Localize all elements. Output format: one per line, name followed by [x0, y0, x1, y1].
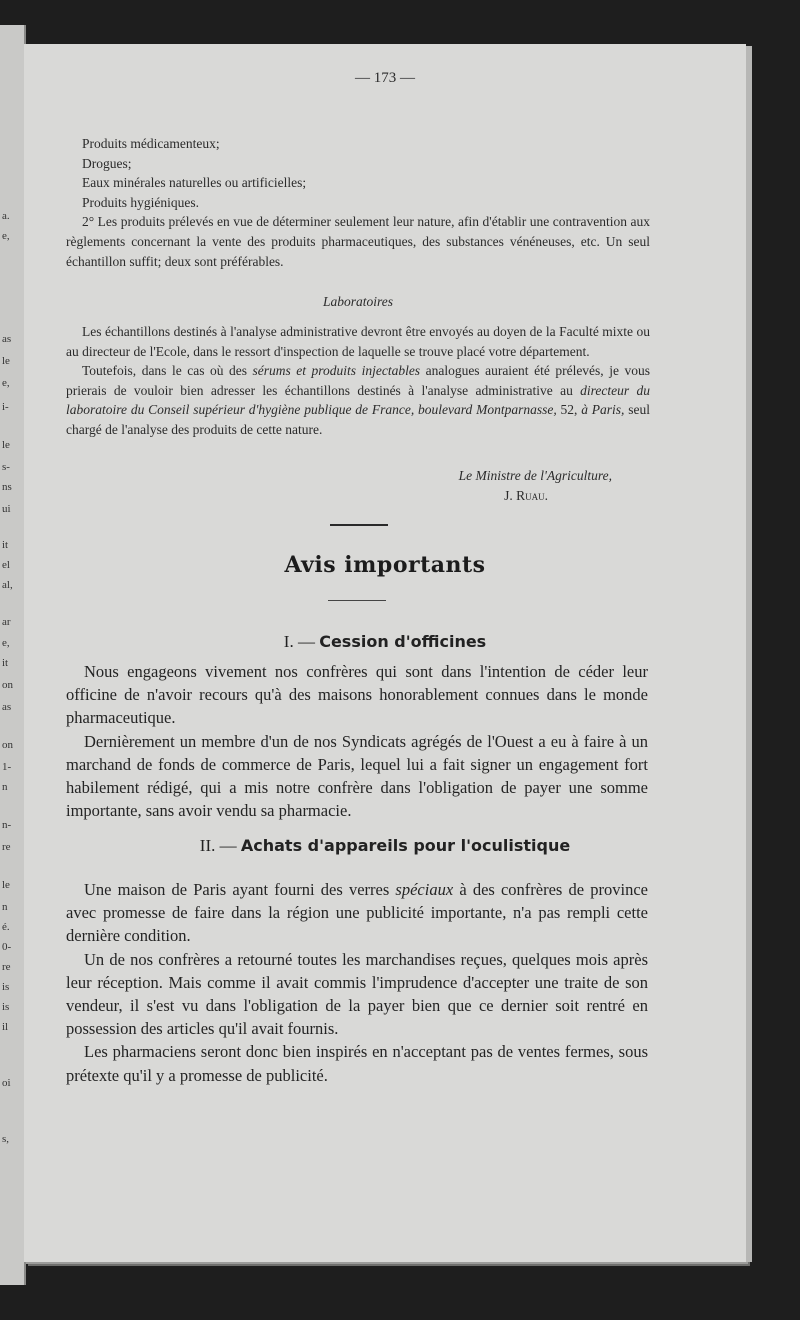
section-divider	[328, 600, 386, 601]
section-1-body	[66, 660, 648, 822]
margin-fragment: as	[2, 701, 12, 713]
paragraph-2: 2° Les produits prélevés en vue de déterminer seulement leur nature, afin d'établir une contravention aux règlements concernant la vente des produits pharmaceutiques, des substances vénéneuses, etc. Un seul échantillon suffit; deux sont préférables.	[66, 214, 650, 269]
dash: —	[293, 632, 320, 651]
margin-fragment: re	[2, 961, 11, 973]
section-divider	[330, 524, 388, 526]
lab-paragraph-2	[66, 361, 650, 439]
laboratoires-heading-text: Laboratoires	[322, 294, 393, 309]
section-number: I.	[283, 632, 294, 651]
text-run: Une maison de Paris ayant fourni des verres	[84, 880, 396, 899]
section-2-title	[24, 836, 746, 856]
margin-fragment: e,	[2, 377, 10, 389]
margin-fragment: s,	[2, 1133, 10, 1145]
laboratoires-heading	[66, 292, 650, 312]
margin-fragment: 0-	[2, 941, 12, 953]
text-run: à des confrères de province avec promesse de faire dans la région une publicité importante, n'a pas rempli cette dernière condition.	[66, 880, 648, 946]
margin-fragment: ar	[2, 616, 11, 628]
margin-fragment: le	[2, 439, 10, 451]
section-1-paragraph-2: Dernièrement un membre d'un de nos Syndicats agrégés de l'Ouest a eu à faire à un marchand de fonds de commerce de Paris, lequel lui a fait signer un engagement fort habilement rédigé, qui a mis notre confrère dans l'obligation de payer une somme importante, sans avoir vendu sa pharmacie.	[66, 731, 648, 821]
section-number: II.	[199, 836, 216, 855]
margin-fragment: s-	[2, 461, 10, 473]
signature-name: J. Ruau.	[504, 487, 548, 503]
margin-fragment: le	[2, 879, 10, 891]
italic-run: spéciaux	[395, 880, 454, 899]
italic-run: à Paris,	[581, 402, 625, 418]
margin-fragment: is	[2, 981, 10, 993]
section-2-paragraph-2: Un de nos confrères a retourné toutes les marchandises reçues, quelques mois après leur réception. Mais comme il avait commis l'imprudence d'accepter une traite de son vendeur, il s'est vu dans l'obligation de la payer bien que ce dernier soit rentré en possession des articles qu'il avait fournis.	[66, 949, 648, 1039]
section-title-text: Achats d'appareils pour l'oculistique	[240, 836, 571, 855]
margin-fragment: n	[2, 901, 8, 913]
margin-fragment: al,	[2, 579, 13, 591]
previous-page-edge	[0, 25, 26, 1285]
dash: —	[215, 836, 241, 855]
margin-fragment: oi	[2, 1077, 11, 1089]
margin-fragment: re	[2, 841, 11, 853]
list-item: Produits hygiéniques.	[82, 194, 199, 210]
list-item: Produits médicamenteux;	[82, 136, 220, 151]
text-run: seul chargé de l'analyse des produits de cette nature.	[66, 402, 650, 437]
avis-heading: Avis importants	[284, 552, 486, 578]
margin-fragment: el	[2, 559, 10, 571]
list-item: Eaux minérales naturelles ou artificielles;	[82, 175, 307, 191]
margin-fragment: it	[2, 539, 9, 551]
text-run: Toutefois, dans le cas où des	[82, 363, 253, 379]
list-item: Drogues;	[82, 155, 132, 171]
product-list	[66, 134, 650, 212]
section-title-text: Cession d'officines	[319, 632, 487, 651]
section-2-paragraph-1	[66, 878, 648, 948]
margin-fragment: a.	[2, 210, 10, 222]
margin-fragment: é.	[2, 921, 10, 933]
page-stack-edge	[746, 46, 752, 1262]
section-1-paragraph-1: Nous engageons vivement nos confrères qui sont dans l'intention de céder leur officine de n'avoir recours qu'à des maisons honorablement connues dans le monde pharmaceutique.	[66, 662, 648, 728]
page-number: — 173 —	[355, 70, 415, 86]
margin-fragment: n-	[2, 819, 12, 831]
signature-title: Le Ministre de l'Agriculture,	[458, 468, 612, 483]
margin-fragment: le	[2, 355, 10, 367]
text-run: 52,	[556, 402, 582, 418]
margin-fragment: n	[2, 781, 8, 793]
section-2-body	[66, 878, 648, 1087]
margin-fragment: on	[2, 739, 13, 751]
margin-fragment: as	[2, 333, 12, 345]
margin-fragment: ui	[2, 503, 11, 515]
italic-run: sérums et produits injectables	[252, 363, 421, 379]
signature-block	[66, 466, 612, 505]
margin-fragment: e,	[2, 637, 10, 649]
margin-fragment: il	[2, 1021, 9, 1033]
margin-fragment: it	[2, 657, 9, 669]
lab-paragraph-1: Les échantillons destinés à l'analyse administrative devront être envoyés au doyen de la Faculté mixte ou au directeur de l'Ecole, dans le ressort d'inspection de laquelle se trouve placé votre département.	[66, 324, 650, 359]
text-run: analogues auraient été prélevés, je vous prierais de vouloir bien adresser les échantillons destinés à l'analyse administrative au	[66, 363, 650, 398]
section-1-title	[24, 632, 746, 652]
laboratoires-text-block	[66, 322, 650, 440]
regulation-text-block	[66, 134, 650, 271]
margin-fragment: on	[2, 679, 13, 691]
section-2-paragraph-3: Les pharmaciens seront donc bien inspirés en n'acceptant pas de ventes fermes, sous prétexte qu'il y a promesse de publicité.	[66, 1042, 648, 1085]
margin-fragment: is	[2, 1001, 10, 1013]
italic-run: directeur du laboratoire du Conseil supérieur d'hygiène publique de France, boulevard Montparnasse,	[66, 382, 650, 418]
margin-fragment: ns	[2, 481, 12, 493]
margin-fragment: 1-	[2, 761, 12, 773]
margin-fragment: e,	[2, 230, 10, 242]
margin-fragment: i-	[2, 401, 9, 413]
